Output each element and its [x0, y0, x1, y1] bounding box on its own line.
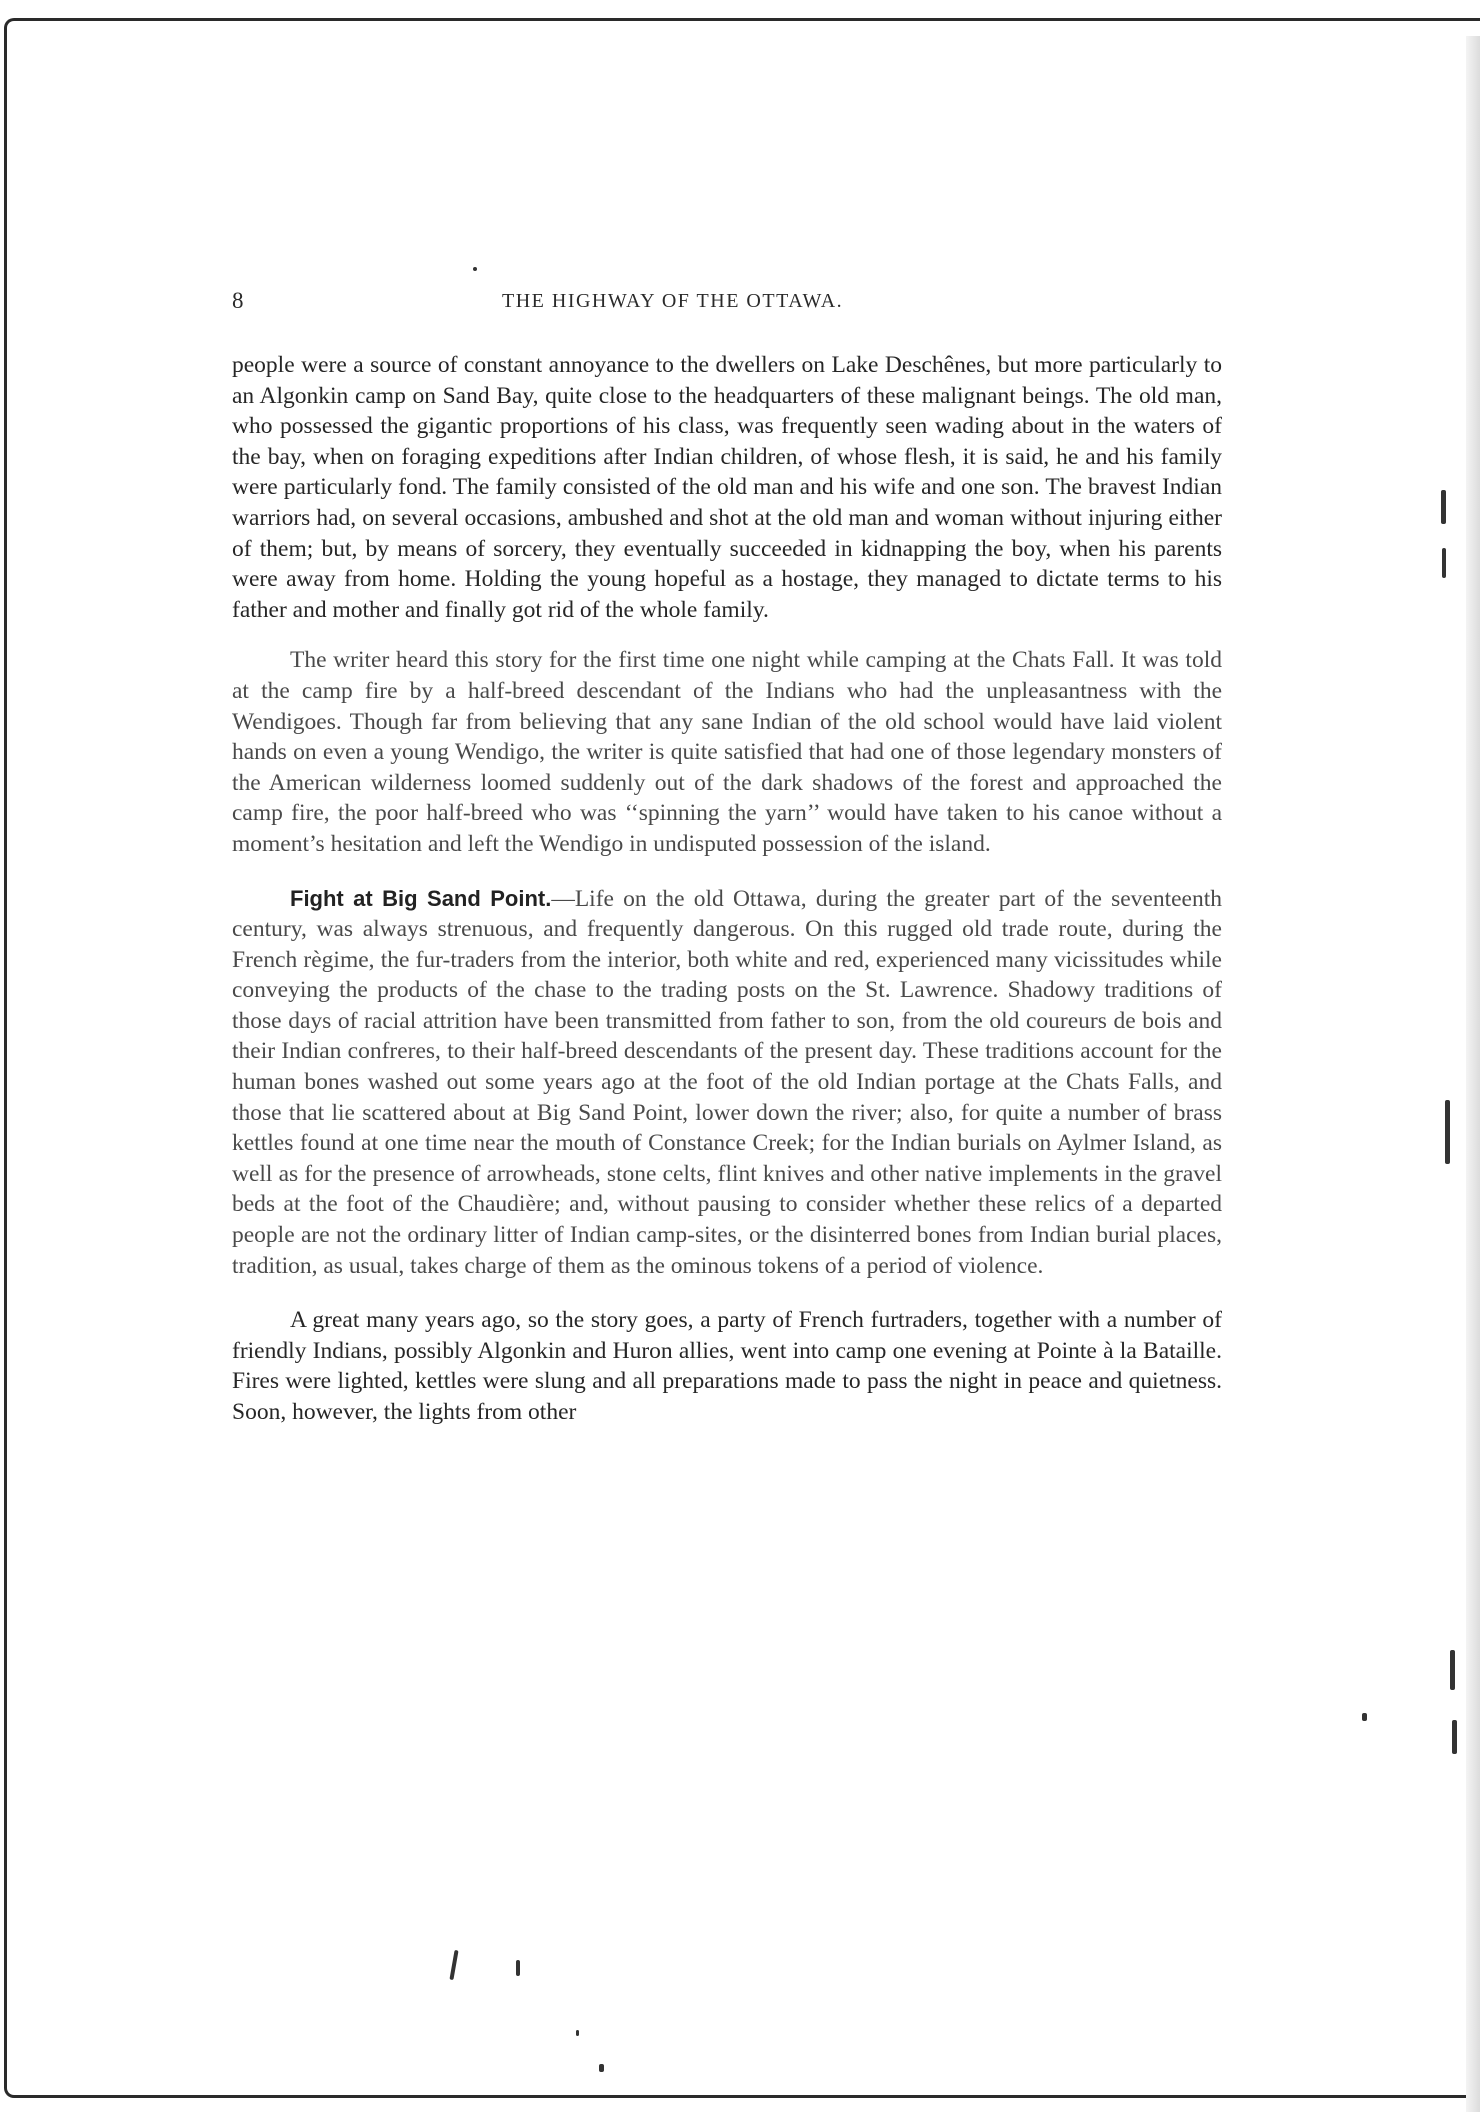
scan-mark — [1441, 490, 1446, 524]
page-number: 8 — [232, 288, 244, 313]
scan-mark — [1445, 1100, 1450, 1164]
scan-mark — [1362, 1713, 1367, 1721]
page-edge-shadow — [1466, 36, 1480, 2112]
scan-mark — [1452, 1720, 1457, 1754]
paragraph-pointe-bataille: A great many years ago, so the story goes, a party of French furtraders, together with a number of friendly Indians, possibly Algonkin and Huron allies, went into camp one evening at Pointe à la Bataille. Fires were lighted, kettles were slung and all preparations made to pass the night in peace and quietness. Soon, however, the lights from other — [232, 1307, 1222, 1425]
paragraph-wendigo-family: people were a source of constant annoyance to the dwellers on Lake Deschênes, but more particularly to an Algonkin camp on Sand Bay, quite close to the headquarters of these malignant beings. The old man, who possessed the gigantic proportions of his class, was frequently seen wading about in the waters of the bay, when on foraging expeditions after Indian children, of whose flesh, it is said, he and his family were particularly fond. The family consisted of the old man and his wife and one son. The bravest Indian warriors had, on several occasions, ambushed and shot at the old man and woman without injuring either of them; but, by means of sorcery, they eventually succeeded in kidnapping the boy, when his parents were away from home. Holding the young hopeful as a hostage, they managed to dictate terms to his father and mother and finally got rid of the whole family. — [232, 352, 1222, 623]
section-heading: Fight at Big Sand Point. — [290, 885, 552, 911]
scan-mark — [576, 2030, 579, 2036]
scan-mark — [1442, 548, 1446, 578]
scan-mark — [473, 267, 477, 271]
scan-mark — [1450, 1650, 1455, 1690]
scan-mark — [599, 2064, 604, 2072]
paragraph-writer-story: The writer heard this story for the first time one night while camping at the Chats Fall. It was told at the camp fire by a half-breed descendant of the Indians who had the unpleasantness with the Wendigoes. Though far from believing that any sane Indian of the old school would have laid violent hands on even a young Wendigo, the writer is quite satisfied that had one of those legendary monsters of the American wilderness loomed suddenly out of the dark shadows of the forest and approached the camp fire, the poor half-breed who was ‘‘spinning the yarn’’ would have taken to his canoe without a moment’s hesitation and left the Wendigo in undisputed possession of the island. — [232, 647, 1222, 857]
paragraph-big-sand-point — [232, 884, 1222, 1282]
paragraph-big-sand-point-text: —Life on the old Ottawa, during the greater part of the seventeenth century, was always strenuous, and frequently dangerous. On this rugged old trade route, during the French règime, the fur-traders from the interior, both white and red, experienced many vicissitudes while conveying the products of the chase to the trading posts on the St. Lawrence. Shadowy traditions of those days of racial attrition have been transmitted from father to son, from the old coureurs de bois and their Indian confreres, to their half-breed descendants of the present day. These traditions account for the human bones washed out some years ago at the foot of the old Indian portage at the Chats Falls, and those that lie scattered about at Big Sand Point, lower down the river; also, for quite a number of brass kettles found at one time near the mouth of Constance Creek; for the Indian burials on Aylmer Island, as well as for the presence of arrowheads, stone celts, flint knives and other native implements in the gravel beds at the foot of the Chaudière; and, without pausing to consider whether these relics of a departed people are not the ordinary litter of Indian camp-sites, or the disinterred bones from Indian burial places, tradition, as usual, takes charge of them as the ominous tokens of a period of violence. — [232, 885, 1222, 1279]
body-text — [232, 350, 1222, 1428]
scan-mark — [516, 1960, 520, 1976]
running-head: THE HIGHWAY OF THE OTTAWA. — [502, 290, 844, 312]
page-header — [232, 288, 1222, 324]
